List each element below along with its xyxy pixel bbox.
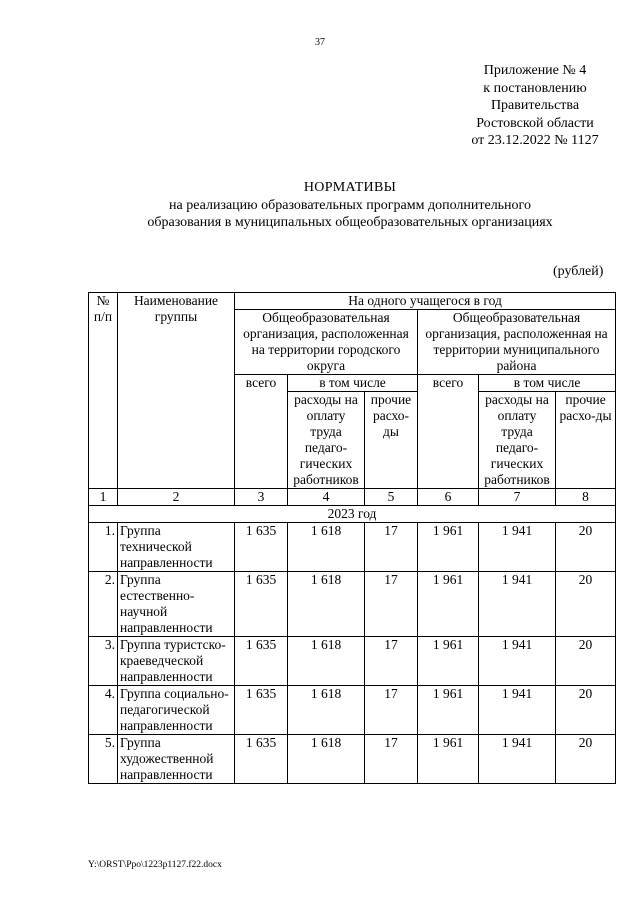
- row-value: 1 961: [418, 686, 479, 735]
- row-value: 1 618: [288, 735, 365, 784]
- row-value: 1 618: [288, 686, 365, 735]
- group-name: Группа технической направленности: [118, 523, 235, 572]
- row-value: 1 961: [418, 637, 479, 686]
- column-number: 4: [288, 489, 365, 506]
- table-row: [89, 572, 616, 637]
- row-number: 3.: [89, 637, 118, 686]
- appendix-block: [430, 62, 640, 150]
- header-other-city: прочие расхо-ды: [365, 392, 418, 489]
- row-value: 1 618: [288, 637, 365, 686]
- appendix-line: к постановлению: [483, 80, 587, 96]
- group-name: Группа социально-педагогической направленности: [118, 686, 235, 735]
- header-staff-city: расходы на оплату труда педаго-гических работников: [288, 392, 365, 489]
- row-value: 17: [365, 523, 418, 572]
- group-name: Группа естественно-научной направленности: [118, 572, 235, 637]
- row-value: 1 635: [235, 572, 288, 637]
- row-value: 17: [365, 735, 418, 784]
- row-value: 1 618: [288, 572, 365, 637]
- column-number: 3: [235, 489, 288, 506]
- page-number: 37: [315, 37, 325, 48]
- header-per-student: На одного учащегося в год: [235, 293, 616, 310]
- row-value: 20: [556, 572, 616, 637]
- row-value: 17: [365, 686, 418, 735]
- row-number: 2.: [89, 572, 118, 637]
- header-group: Наименование группы: [118, 293, 235, 489]
- table-row: [89, 735, 616, 784]
- row-value: 1 961: [418, 572, 479, 637]
- row-value: 1 961: [418, 735, 479, 784]
- row-value: 1 941: [479, 572, 556, 637]
- column-number: 5: [365, 489, 418, 506]
- subtitle-line: образования в муниципальных общеобразовательных организациях: [147, 215, 553, 230]
- row-number: 1.: [89, 523, 118, 572]
- column-number: 7: [479, 489, 556, 506]
- row-number: 5.: [89, 735, 118, 784]
- header-city-org: Общеобразовательная организация, расположенная на территории городского округа: [235, 310, 418, 375]
- header-including-city: в том числе: [288, 375, 418, 392]
- appendix-line: Приложение № 4: [483, 63, 587, 78]
- table-row: [89, 637, 616, 686]
- column-number: 1: [89, 489, 118, 506]
- row-value: 1 635: [235, 686, 288, 735]
- header-staff-district: расходы на оплату труда педаго-гических работников: [479, 392, 556, 489]
- document-subtitle: [0, 197, 640, 231]
- group-name: Группа художественной направленности: [118, 735, 235, 784]
- column-number: 8: [556, 489, 616, 506]
- currency-note: (рублей): [553, 264, 604, 279]
- header-district-org: Общеобразовательная организация, расположенная на территории муниципального района: [418, 310, 616, 375]
- header-including-district: в том числе: [479, 375, 616, 392]
- header-total-city: всего: [235, 375, 288, 489]
- row-value: 1 635: [235, 637, 288, 686]
- subtitle-line: на реализацию образовательных программ дополнительного: [169, 198, 531, 213]
- header-other-district: прочие расхо-ды: [556, 392, 616, 489]
- row-value: 1 961: [418, 523, 479, 572]
- row-value: 20: [556, 637, 616, 686]
- column-number-row: [89, 489, 616, 506]
- row-value: 17: [365, 572, 418, 637]
- appendix-line: Правительства: [490, 98, 580, 113]
- column-number: 6: [418, 489, 479, 506]
- row-number: 4.: [89, 686, 118, 735]
- row-value: 1 635: [235, 735, 288, 784]
- file-path-footer: Y:\ORST\Ppo\1223p1127.f22.docx: [88, 860, 222, 870]
- document-title: НОРМАТИВЫ: [303, 180, 397, 195]
- row-value: 1 618: [288, 523, 365, 572]
- row-value: 1 635: [235, 523, 288, 572]
- row-value: 1 941: [479, 686, 556, 735]
- norms-table: [88, 292, 616, 784]
- row-value: 20: [556, 686, 616, 735]
- row-value: 1 941: [479, 637, 556, 686]
- row-value: 20: [556, 735, 616, 784]
- row-value: 20: [556, 523, 616, 572]
- appendix-line: от 23.12.2022 № 1127: [471, 133, 599, 148]
- appendix-line: Ростовской области: [476, 115, 594, 131]
- group-name: Группа туристско-краеведческой направленности: [118, 637, 235, 686]
- row-value: 17: [365, 637, 418, 686]
- header-num: № п/п: [89, 293, 118, 489]
- row-value: 1 941: [479, 523, 556, 572]
- year-row: 2023 год: [89, 506, 616, 523]
- column-number: 2: [118, 489, 235, 506]
- row-value: 1 941: [479, 735, 556, 784]
- header-total-district: всего: [418, 375, 479, 489]
- table-row: [89, 686, 616, 735]
- table-row: [89, 523, 616, 572]
